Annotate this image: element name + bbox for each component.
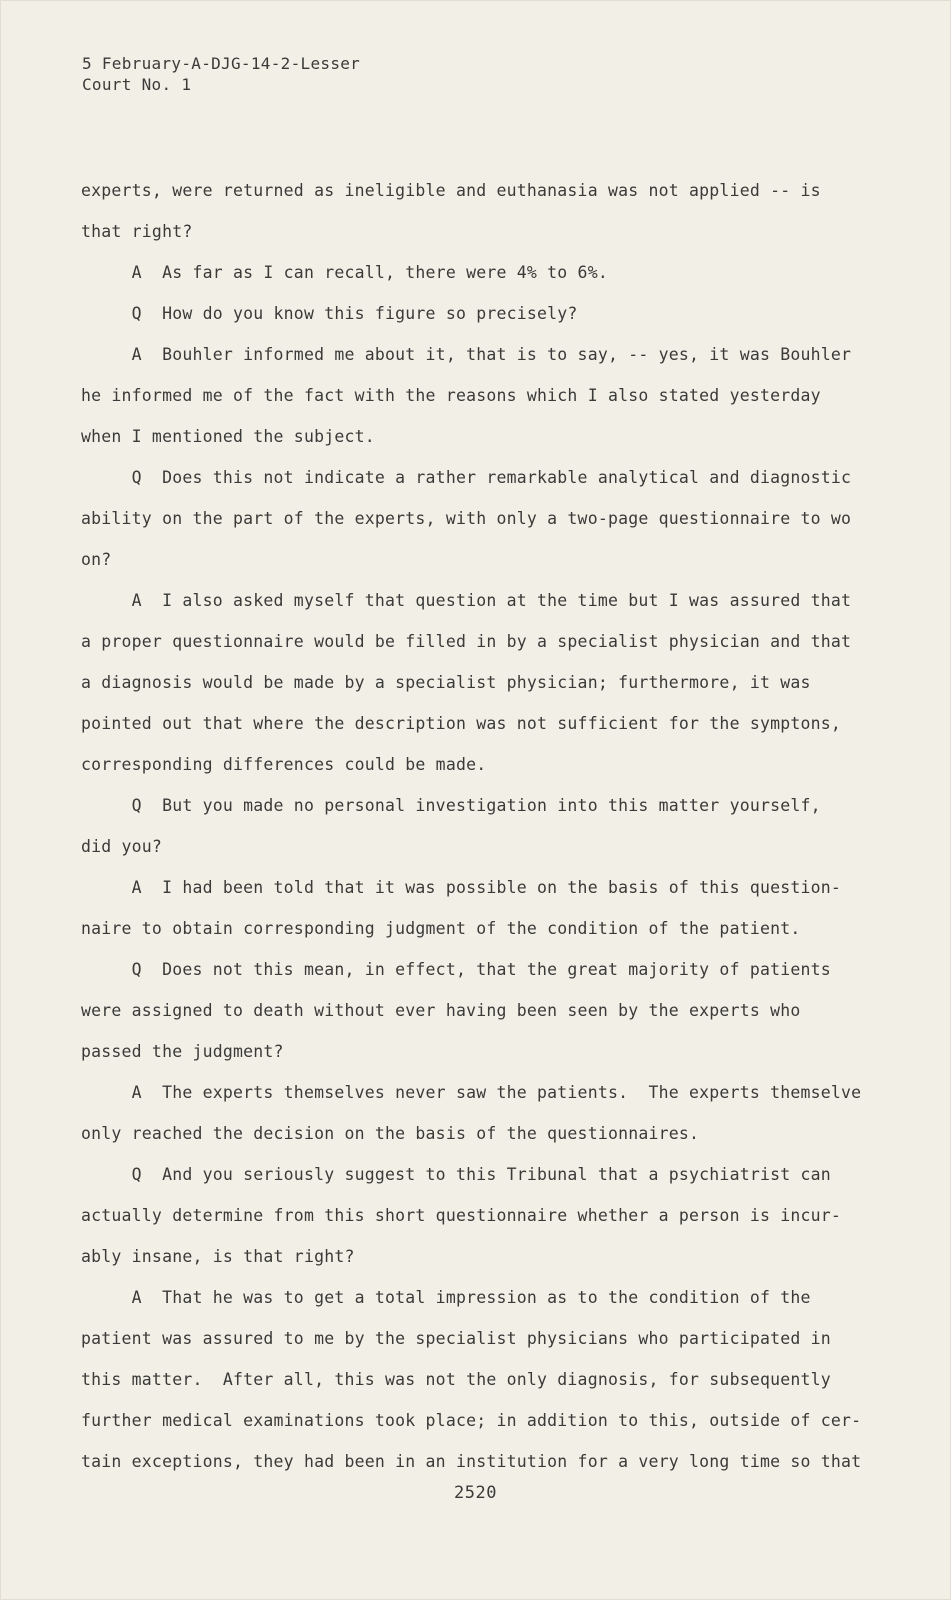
text-line: A As far as I can recall, there were 4% to 6%. [81,263,608,282]
text-line: A I had been told that it was possible on the basis of this question- [81,878,842,897]
text-line: a diagnosis would be made by a specialist physician; furthermore, it was [81,673,811,692]
text-line: a proper questionnaire would be filled in by a specialist physician and that [81,632,852,651]
text-line: Q But you made no personal investigation into this matter yourself, [81,796,821,815]
document-header [82,53,360,95]
text-line: Q Does not this mean, in effect, that the great majority of patients [81,960,831,979]
text-line: Q And you seriously suggest to this Tribunal that a psychiatrist can [81,1165,831,1184]
text-line: further medical examinations took place; in addition to this, outside of cer- [81,1411,862,1430]
text-line: ably insane, is that right? [81,1247,355,1266]
text-line: only reached the decision on the basis of the questionnaires. [81,1124,700,1143]
text-line: tain exceptions, they had been in an institution for a very long time so that [81,1452,862,1471]
header-line-1: 5 February-A-DJG-14-2-Lesser [82,54,361,73]
text-line: Q How do you know this figure so precisely? [81,304,578,323]
text-line: actually determine from this short questionnaire whether a person is incur- [81,1206,842,1225]
text-line: this matter. After all, this was not the only diagnosis, for subsequently [81,1370,831,1389]
text-line: ability on the part of the experts, with only a two-page questionnaire to wo [81,509,852,528]
page-number: 2520 [454,1483,497,1503]
text-line: A Bouhler informed me about it, that is to say, -- yes, it was Bouhler [81,345,852,364]
text-line: A I also asked myself that question at the time but I was assured that [81,591,852,610]
text-line: A That he was to get a total impression as to the condition of the [81,1288,811,1307]
header-line-2: Court No. 1 [82,75,192,94]
transcript-body [81,170,871,1482]
text-line: were assigned to death without ever having been seen by the experts who [81,1001,801,1020]
text-line: patient was assured to me by the specialist physicians who participated in [81,1329,831,1348]
text-line: A The experts themselves never saw the patients. The experts themselve [81,1083,862,1102]
text-line: on? [81,550,112,569]
text-line: he informed me of the fact with the reasons which I also stated yesterday [81,386,821,405]
text-line: passed the judgment? [81,1042,284,1061]
text-line: pointed out that where the description was not sufficient for the symptons, [81,714,842,733]
text-line: naire to obtain corresponding judgment of the condition of the patient. [81,919,801,938]
text-line: that right? [81,222,193,241]
text-line: corresponding differences could be made. [81,755,487,774]
text-line: Q Does this not indicate a rather remarkable analytical and diagnostic [81,468,852,487]
text-line: did you? [81,837,163,856]
text-line: when I mentioned the subject. [81,427,375,446]
text-line: experts, were returned as ineligible and euthanasia was not applied -- is [81,181,821,200]
